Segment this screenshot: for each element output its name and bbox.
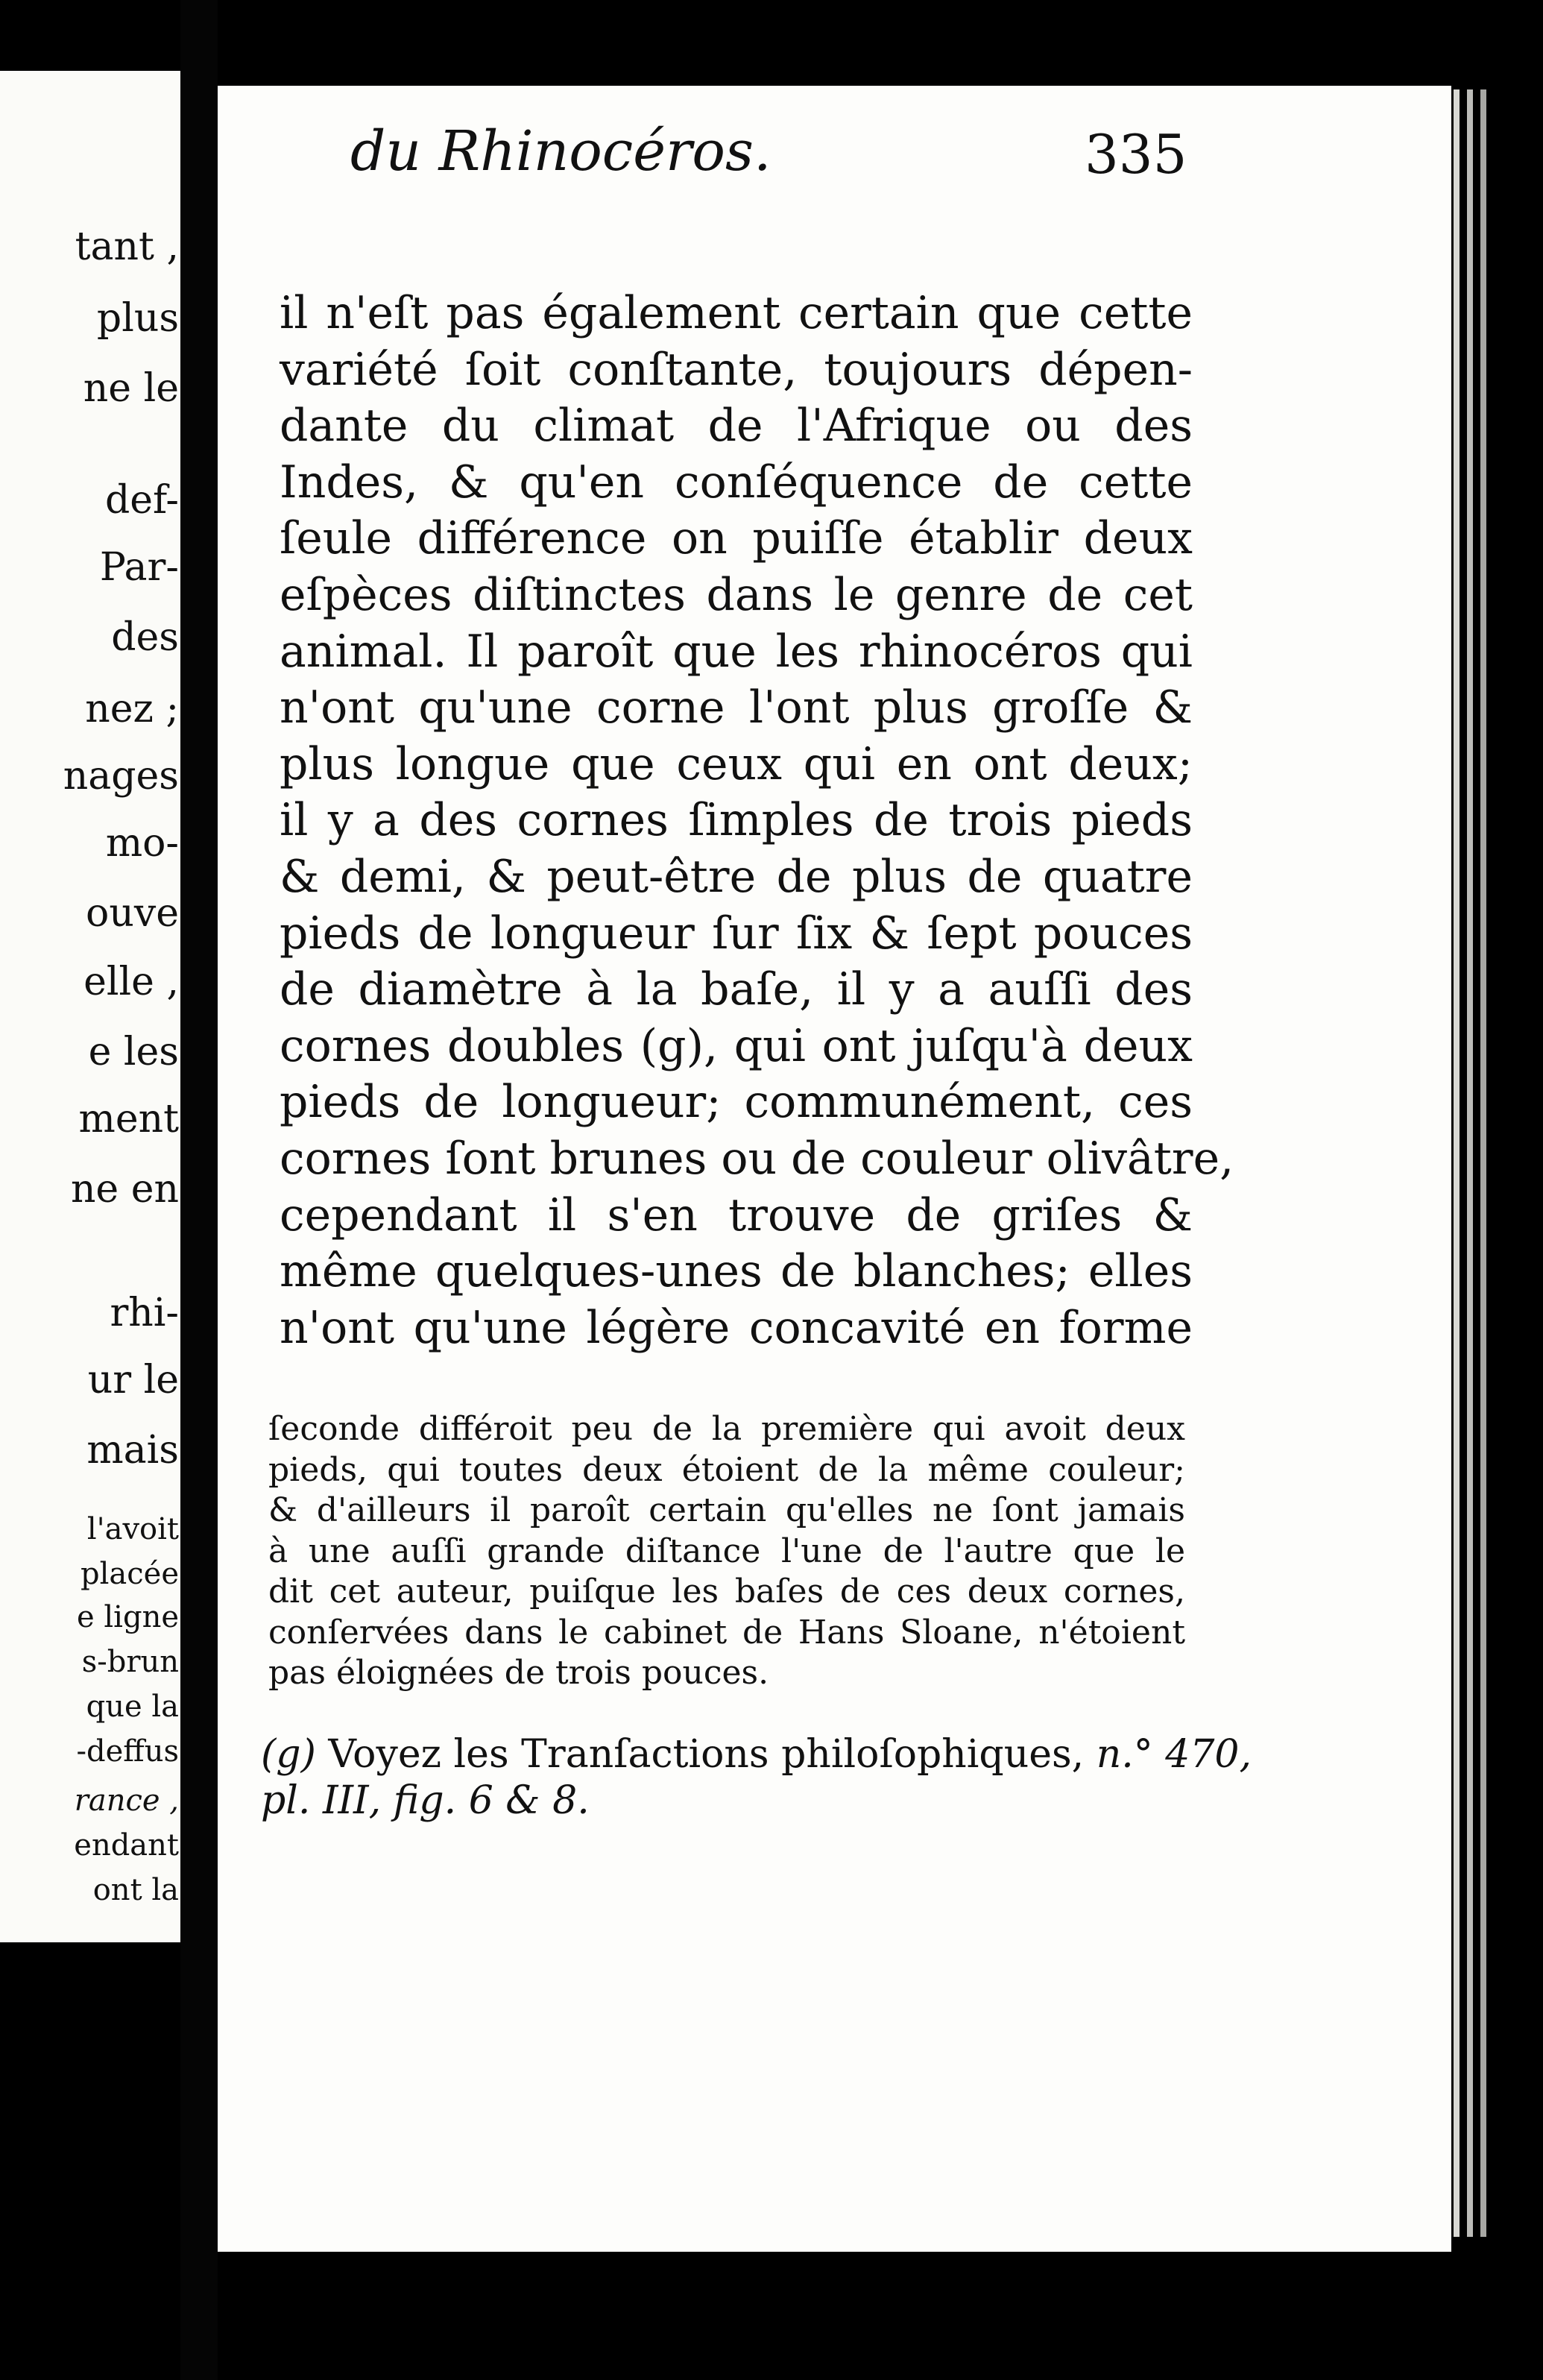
body-text-line: de diamètre à la baſe, il y a auſſi des	[280, 963, 1193, 1016]
left-page-text-fragment: mais	[86, 1428, 179, 1473]
body-text-line: pieds de longueur ſur ſix & ſept pouces	[280, 907, 1193, 960]
left-page-text-fragment: e les	[88, 1030, 179, 1074]
body-text-line: même quelques-unes de blanches; elles	[280, 1245, 1193, 1298]
footnote-line: pas éloignées de trois pouces.	[268, 1654, 769, 1692]
body-text-line: cornes ſont brunes ou de couleur olivâtre,	[280, 1132, 1234, 1185]
footnote-g	[261, 1731, 1252, 1824]
footnote-text: Voyez les Tranſactions philoſophiques,	[328, 1732, 1096, 1777]
left-page-text-fragment: que la	[86, 1690, 179, 1724]
left-page-text-fragment: nez ;	[85, 687, 179, 731]
body-text-line: & demi, & peut-être de plus de quatre	[280, 850, 1193, 903]
left-page-text-fragment: mo-	[105, 821, 179, 866]
footnote-reference-number: n.° 470,	[1096, 1732, 1252, 1777]
left-page-text-fragment: l'avoit	[86, 1512, 179, 1546]
body-text-line: cornes doubles (g), qui ont juſqu'à deux	[280, 1019, 1193, 1072]
body-text-line: eſpèces diſtinctes dans le genre de cet	[280, 568, 1193, 621]
body-text-line: il n'eſt pas également certain que cette	[280, 287, 1193, 339]
left-page-text-fragment: -deffus	[76, 1734, 179, 1769]
left-page-text-fragment: tant ,	[75, 224, 179, 269]
left-page-text-fragment: nages	[63, 754, 179, 799]
body-text-line: dante du climat de l'Afrique ou des	[280, 400, 1193, 453]
left-page-text-fragment: ouve	[86, 891, 179, 936]
body-text-line: variété ſoit conſtante, toujours dépen-	[280, 343, 1193, 396]
body-text-line: plus longue que ceux qui en ont deux;	[280, 737, 1193, 790]
footnote-line: ſeconde différoit peu de la première qui avoit deux	[268, 1410, 1185, 1448]
left-page-text-fragment: ne le	[83, 366, 179, 411]
body-text-line: n'ont qu'une corne l'ont plus groſſe &	[280, 681, 1193, 734]
footnote-g-line: pl. III, fig. 6 & 8.	[261, 1778, 590, 1823]
footnote-line: pieds, qui toutes deux étoient de la même couleur;	[268, 1450, 1185, 1489]
left-page-text-fragment: placée	[81, 1557, 179, 1591]
body-text-line: animal. Il paroît que les rhinocéros qui	[280, 625, 1193, 678]
footnote-line: dit cet auteur, puiſque les baſes de ces deux cornes,	[268, 1572, 1185, 1611]
page-edges	[1467, 89, 1473, 2237]
left-page-text-fragment: des	[111, 615, 179, 660]
running-head: du Rhinocéros.	[350, 119, 772, 183]
left-page-text-fragment: ont la	[92, 1873, 179, 1907]
left-page-text-fragment: s-brun	[81, 1645, 179, 1679]
footnote-line: conſervées dans le cabinet de Hans Sloane, n'étoient	[268, 1613, 1185, 1652]
left-page-text-fragment: rhi-	[110, 1291, 179, 1335]
left-page-text-fragment: elle ,	[83, 960, 179, 1004]
body-text-line: il y a des cornes ſimples de trois pieds	[280, 794, 1193, 847]
left-page-text-fragment: rance ,	[74, 1784, 179, 1818]
left-page-text-fragment: plus	[96, 296, 179, 341]
body-text-line: n'ont qu'une légère concavité en forme	[280, 1301, 1193, 1354]
left-page-text-fragment: ne en	[70, 1167, 179, 1212]
footnote-g-line	[261, 1731, 1252, 1778]
body-text-line: ſeule différence on puiſſe établir deux	[280, 512, 1193, 565]
body-text-line: Indes, & qu'en conſéquence de cette	[280, 456, 1193, 509]
left-page-fragment	[0, 71, 180, 1942]
body-text-line: pieds de longueur; communément, ces	[280, 1076, 1193, 1129]
book-gutter	[180, 0, 218, 2380]
footnote-line: à une auſſi grande diſtance l'une de l'autre que le	[268, 1531, 1185, 1570]
page-edges	[1480, 89, 1486, 2237]
left-page-text-fragment: def-	[104, 478, 179, 523]
left-page-text-fragment: ur le	[87, 1358, 179, 1402]
footnote-marker: (g)	[261, 1732, 329, 1777]
left-page-text-fragment: e ligne	[76, 1600, 179, 1634]
left-page-text-fragment: ment	[78, 1097, 179, 1142]
footnote-line: & d'ailleurs il paroît certain qu'elles ne ſont jamais	[268, 1491, 1185, 1529]
body-text-line: cependant il s'en trouve de griſes &	[280, 1189, 1193, 1241]
footnote-continuation	[268, 1409, 1185, 1694]
left-page-text-fragment: endant	[74, 1828, 179, 1863]
main-body-text	[280, 286, 1234, 1356]
page-number: 335	[1085, 123, 1187, 186]
left-page-text-fragment: Par-	[99, 545, 179, 590]
page-edges	[1454, 89, 1460, 2237]
